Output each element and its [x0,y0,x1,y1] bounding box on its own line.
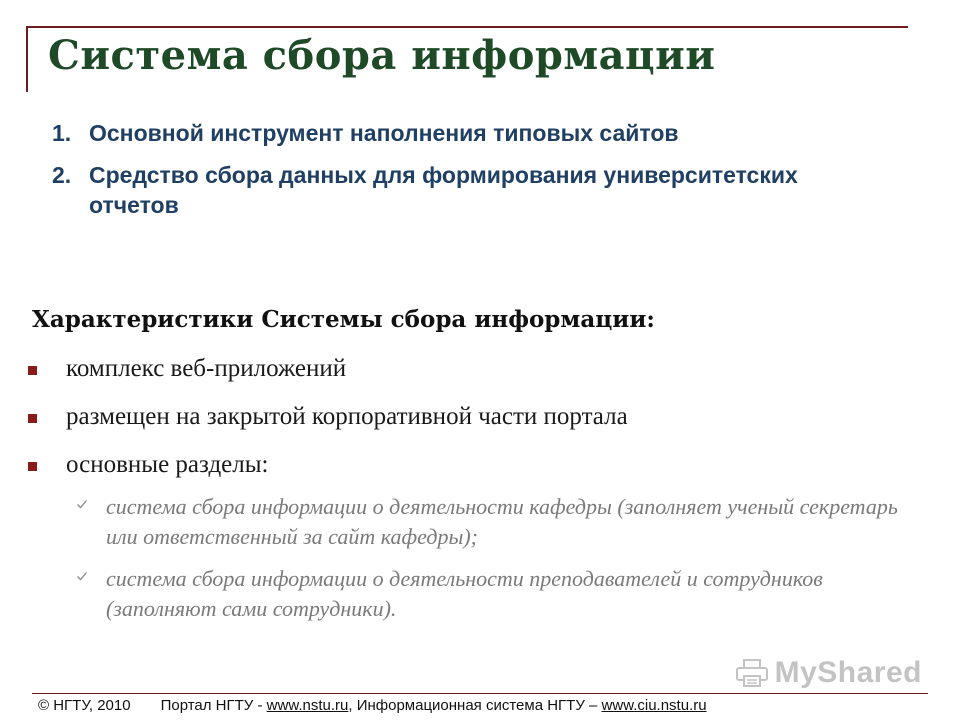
bullet-list [28,354,928,480]
sub-bullet-item [72,564,932,624]
sub-bullet-list [72,492,932,624]
numbered-list [52,118,892,220]
title-rule-left [26,26,28,92]
bullet-text: комплекс веб-приложений [66,355,347,382]
footer-copyright: © НГТУ, 2010 [38,697,131,714]
footer-portal-prefix: Портал НГТУ - [160,697,267,714]
numbered-item [52,160,892,220]
sub-bullet-text: система сбора информации о деятельности кафедры (заполняет ученый секретарь или ответственный за сайт кафедры); [106,494,898,549]
printer-icon [735,658,769,688]
numbered-item-text: Основной инструмент наполнения типовых сайтов [89,120,679,146]
square-bullet-icon [28,414,37,423]
title-rule-top [26,26,908,28]
footer-info-prefix: , Информационная система НГТУ – [348,697,602,714]
numbered-item [52,118,892,148]
watermark [735,656,922,690]
bullet-text: основные разделы: [66,451,269,478]
numbered-item-marker: 1. [52,120,72,146]
numbered-item-text: Средство сбора данных для формирования университетских отчетов [89,162,798,218]
sub-bullet-text: система сбора информации о деятельности преподавателей и сотрудников (заполняют сами сотрудники). [106,566,823,621]
footer [38,696,707,716]
sub-bullet-item [72,492,932,552]
slide-title: Система сбора информации [48,32,716,79]
bullet-item [28,354,928,384]
section-heading: Характеристики Системы сбора информации: [32,306,655,333]
watermark-brand: MyShared [774,656,922,689]
bullet-item [28,402,928,432]
numbered-item-marker: 2. [52,162,72,188]
footer-rule [32,693,928,694]
portal-link[interactable]: www.nstu.ru [266,697,349,714]
square-bullet-icon [28,462,37,471]
square-bullet-icon [28,366,37,375]
bullet-text: размещен на закрытой корпоративной части портала [66,403,628,430]
checkmark-icon [76,498,88,510]
checkmark-icon [76,570,88,582]
bullet-item [28,450,928,480]
info-system-link[interactable]: www.ciu.nstu.ru [601,697,707,714]
